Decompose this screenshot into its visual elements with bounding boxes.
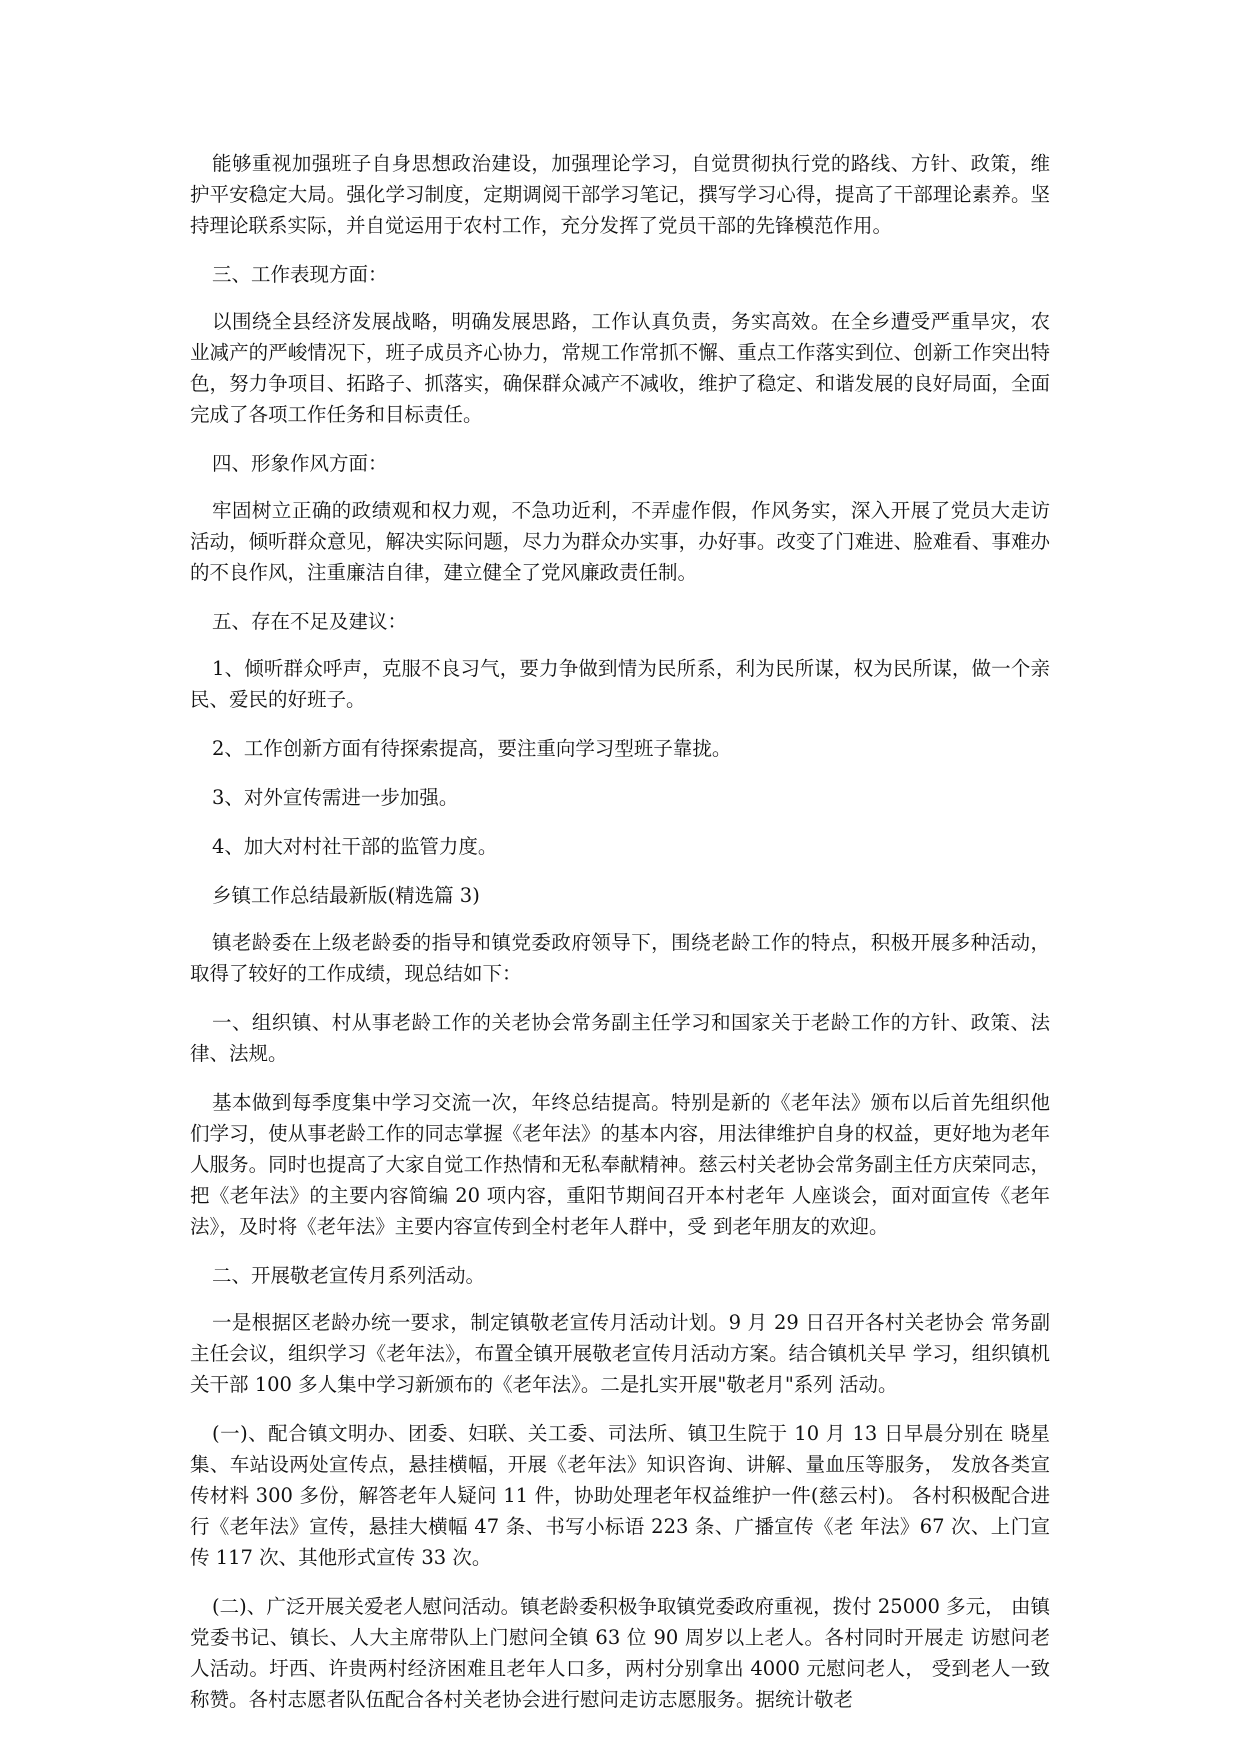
paragraph-study-elderly-law: 基本做到每季度集中学习交流一次，年终总结提高。特别是新的《老年法》颁布以后首先组织他们学习，使从事老龄工作的同志掌握《老年法》的基本内容，用法律维护自身的权益，更好地为老年人服务。同时也提高了大家自觉工作热情和无私奉献精神。慈云村关老协会常务副主任方庆荣同志，把《老年法》的主要内容简编 20 项内容，重阳节期间召开本村老年 人座谈会，面对面宣传《老年法》，及时将《老年法》主要内容宣传到全村老年人群中，受 到老年朋友的欢迎。 [190,1091,1050,1238]
paragraph-work-performance: 以围绕全县经济发展战略，明确发展思路，工作认真负责，务实高效。在全乡遭受严重旱灾，农业减产的严峻情况下，班子成员齐心协力，常规工作常抓不懈、重点工作落实到位、创新工作突出特色，努力争项目、拓路子、抓落实，确保群众减产不减收，维护了稳定、和谐发展的良好局面，全面完成了各项工作任务和目标责任。 [190,310,1050,426]
paragraph-image-style: 牢固树立正确的政绩观和权力观，不急功近利，不弄虚作假，作风务实，深入开展了党员大走访活动，倾听群众意见，解决实际问题，尽力为群众办实事，办好事。改变了门难进、脸难看、事难办的不良作风，注重廉洁自律，建立健全了党风廉政责任制。 [190,499,1050,584]
suggestion-item-3: 3、对外宣传需进一步加强。 [212,786,459,809]
suggestion-item-1: 1、倾听群众呼声，克服不良习气，要力争做到情为民所系，利为民所谋，权为民所谋，做一个亲民、爱民的好班子。 [190,657,1050,711]
section-heading-image-style: 四、形象作风方面： [212,452,388,475]
paragraph-intro-aging-committee: 镇老龄委在上级老龄委的指导和镇党委政府领导下，围绕老龄工作的特点，积极开展多种活动，取得了较好的工作成绩，现总结如下： [190,931,1050,985]
paragraph-section-one: 一、组织镇、村从事老龄工作的关老协会常务副主任学习和国家关于老龄工作的方针、政策、法律、法规。 [190,1011,1050,1065]
paragraph-study-politics: 能够重视加强班子自身思想政治建设，加强理论学习，自觉贯彻执行党的路线、方针、政策，维护平安稳定大局。强化学习制度，定期调阅干部学习笔记，撰写学习心得，提高了干部理论素养。坚持理论联系实际，并自觉运用于农村工作，充分发挥了党员干部的先锋模范作用。 [190,152,1050,237]
article-title-part-3: 乡镇工作总结最新版(精选篇 3) [212,884,480,907]
suggestion-item-4: 4、加大对村社干部的监管力度。 [212,835,498,858]
section-heading-shortcomings: 五、存在不足及建议： [212,610,408,633]
paragraph-care-visits: (二)、广泛开展关爱老人慰问活动。镇老龄委积极争取镇党委政府重视，拨付 25000 多元， 由镇党委书记、镇长、人大主席带队上门慰问全镇 63 位 90 周岁以上老人。各村同时开展走 访慰问老人活动。圩西、许贵两村经济困难且老年人口多，两村分别拿出 4000 元慰问老人， 受到老人一致称赞。各村志愿者队伍配合各村关老协会进行慰问走访志愿服务。据统计敬老 [190,1595,1050,1711]
paragraph-publicity-activities: (一)、配合镇文明办、团委、妇联、关工委、司法所、镇卫生院于 10 月 13 日早晨分别在 晓星集、车站设两处宣传点，悬挂横幅，开展《老年法》知识咨询、讲解、量血压等服务， 发放各类宣传材料 300 多份，解答老年人疑问 11 件，协助处理老年权益维护一件(慈云村)。 各村积极配合进行《老年法》宣传，悬挂大横幅 47 条、书写小标语 223 条、广播宣传《老 年法》67 次、上门宣传 117 次、其他形式宣传 33 次。 [190,1422,1050,1569]
section-heading-work-performance: 三、工作表现方面： [212,263,388,286]
document-page [190,148,1050,1733]
paragraph-respect-month-plan: 一是根据区老龄办统一要求，制定镇敬老宣传月活动计划。9 月 29 日召开各村关老协会 常务副主任会议，组织学习《老年法》，布置全镇开展敬老宣传月活动方案。结合镇机关早 学习，组织镇机关干部 100 多人集中学习新颁布的《老年法》。二是扎实开展"敬老月"系列 活动。 [190,1311,1050,1396]
suggestion-item-2: 2、工作创新方面有待探索提高，要注重向学习型班子靠拢。 [212,737,732,760]
section-heading-respect-month: 二、开展敬老宣传月系列活动。 [212,1264,486,1287]
